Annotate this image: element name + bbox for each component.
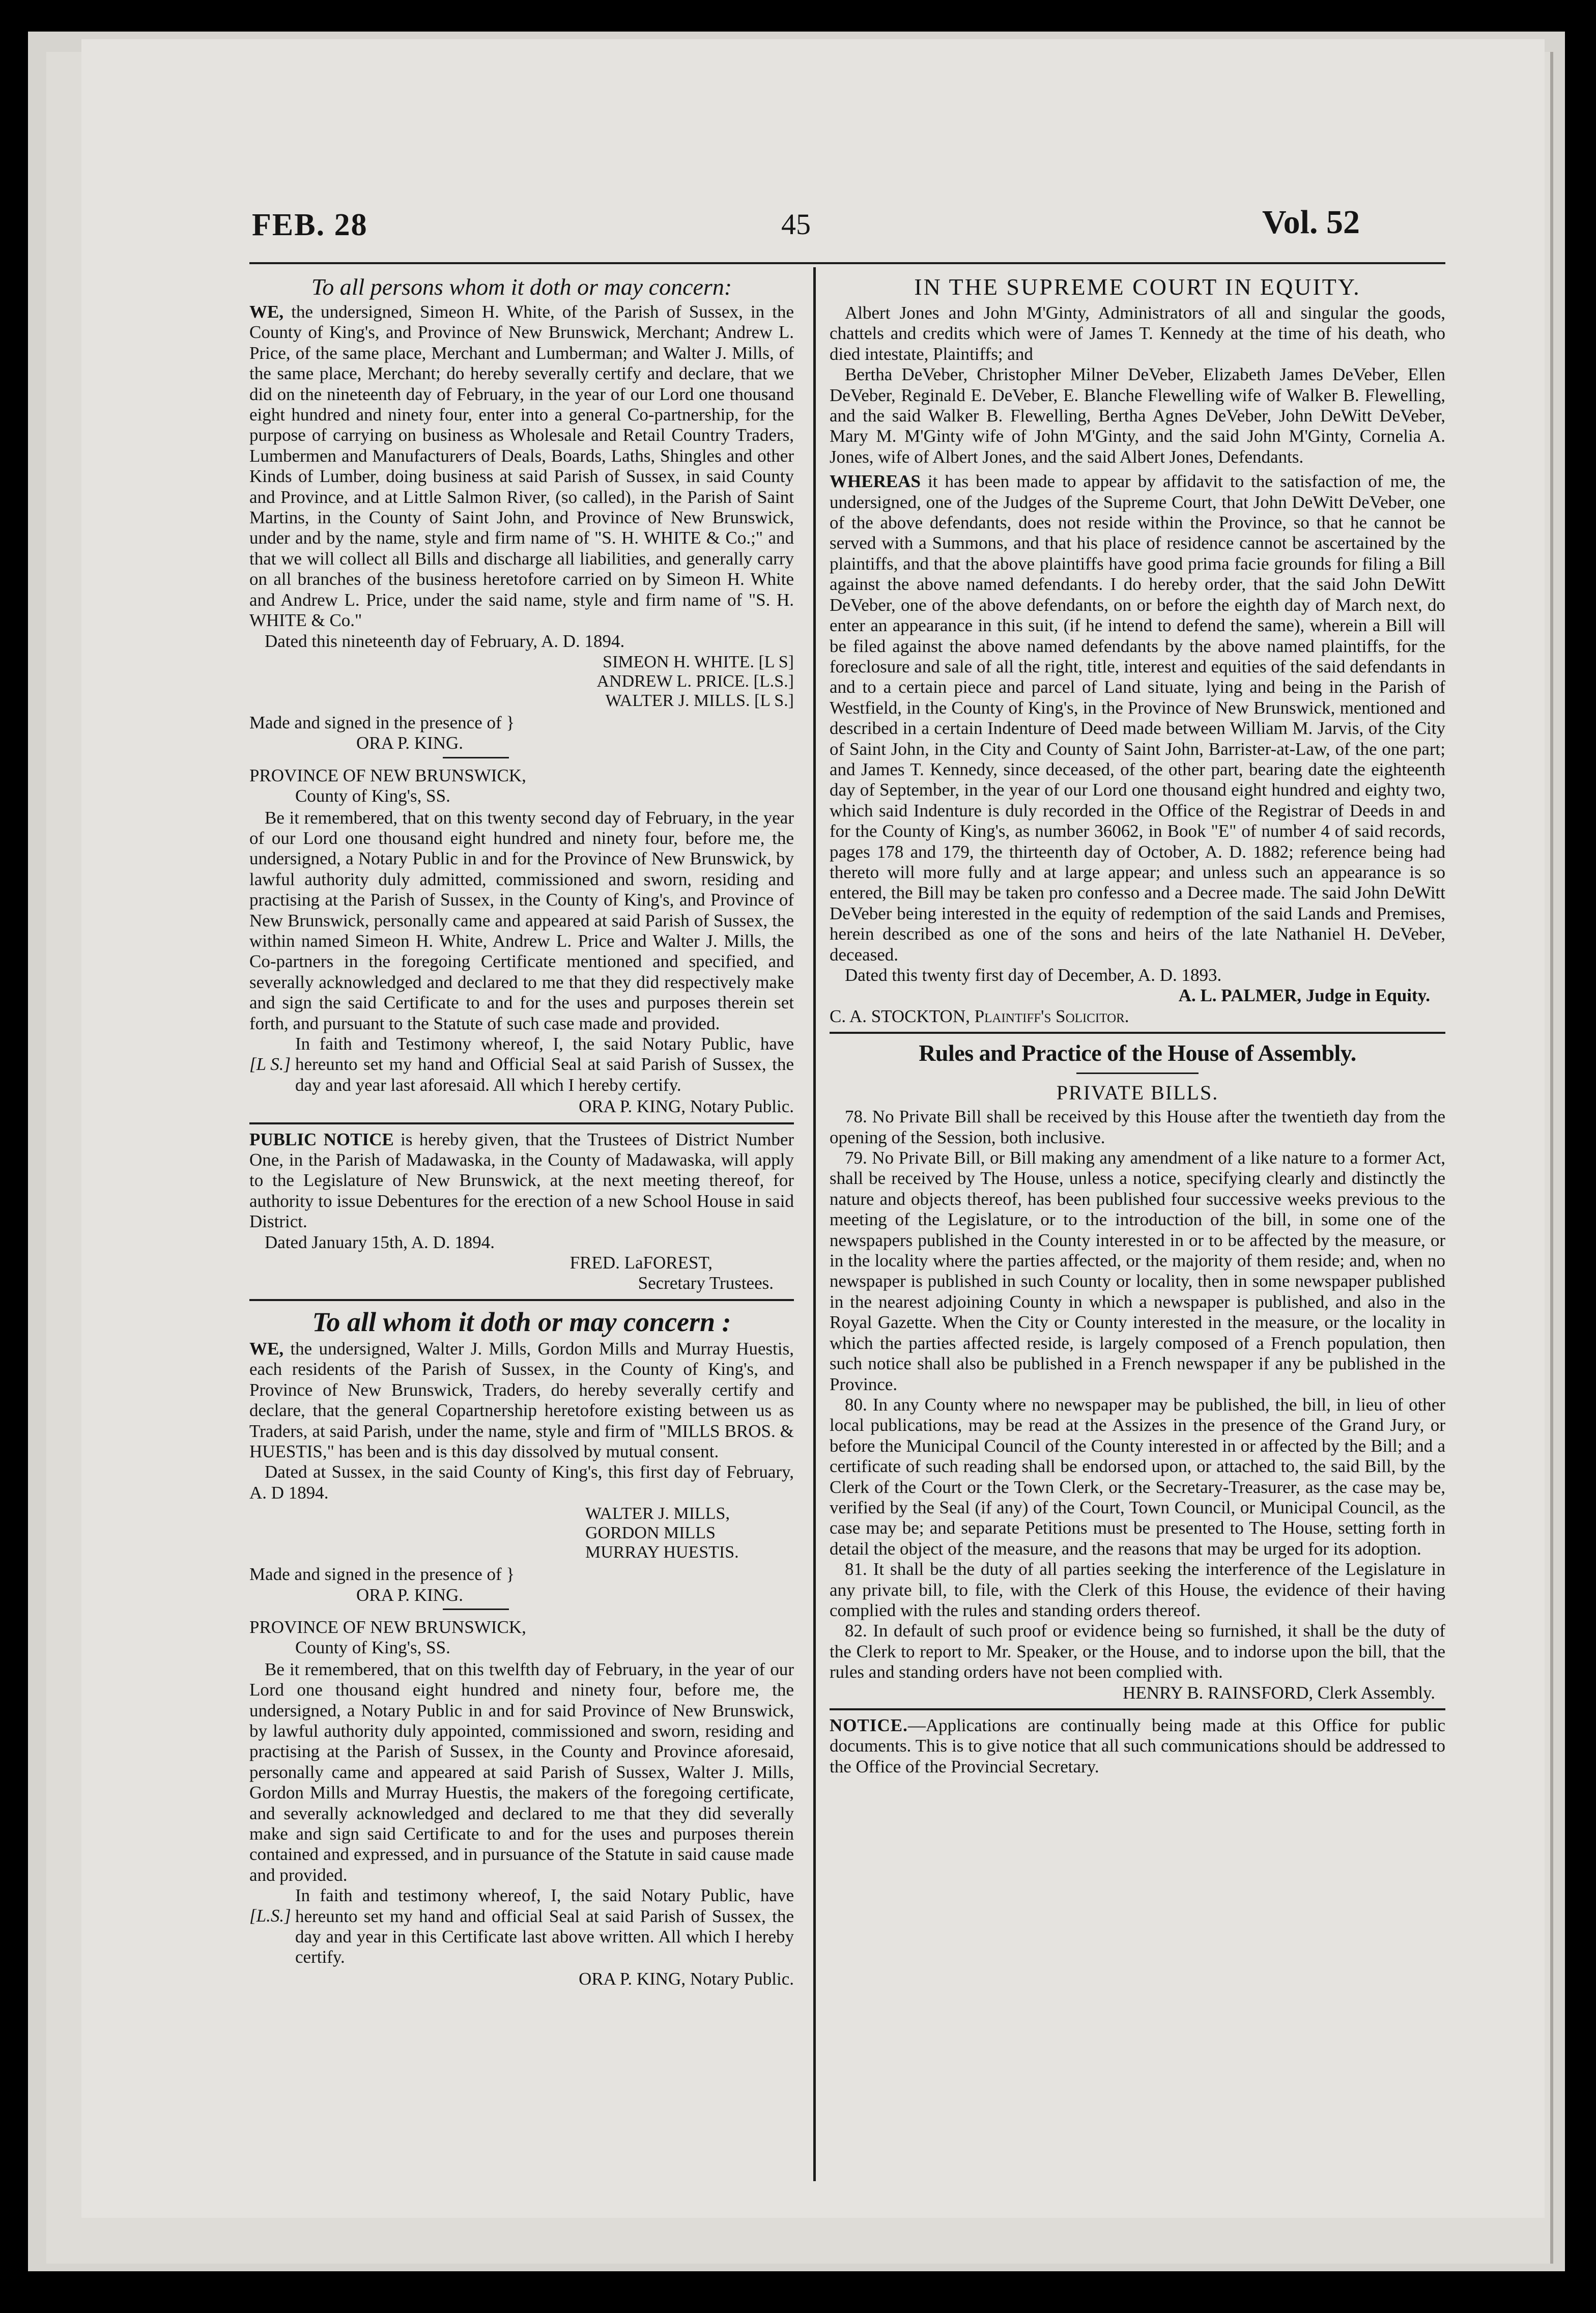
notice3-presence [249, 1564, 794, 1605]
rule-item: 80. In any County where no newspaper may be published, the bill, in lieu of other local publications, may be read at the Assizes in the presence of the Grand Jury, or before the Municipal Council of the County interested in or affected by the Bill; and a certificate of such reading shall be endorsed upon, or attached to, the said Bill, by the Clerk of the Court or the Town Clerk, or the Secretary-Treasurer, as the case may be, verified by the Seal (if any) of the Court, Town Council, or Municipal Council, as the case may be; and separate Petitions must be presented to The House, setting forth in detail the object of the measure, and the reasons that may be urged for its adoption. [830, 1394, 1445, 1559]
rule-item: 78. No Private Bill shall be received by this House after the twentieth day from the opening of the Session, both inclusive. [830, 1107, 1445, 1147]
short-rule [443, 1609, 509, 1610]
notice1-presence-name: ORA P. KING. [356, 733, 464, 753]
header-rule [249, 262, 1445, 264]
notice3-dated: Dated at Sussex, in the said County of King's, this first day of February, A. D 1894. [249, 1462, 794, 1503]
notice1-heading: To all persons whom it doth or may concern: [311, 274, 732, 300]
short-rule [443, 757, 509, 758]
supreme-dated: Dated this twenty first day of December, A. D. 1893. [845, 965, 1222, 985]
rule-item: 81. It shall be the duty of all parties seeking the interference of the Legislature in any private bill, to file, with the Clerk of this House, the evidence of their having complied with the rules and standing orders thereof. [830, 1559, 1445, 1620]
header-date: FEB. 28 [252, 208, 368, 242]
notice1-notary: ORA P. KING, Notary Public. [579, 1096, 794, 1117]
column-divider [813, 267, 816, 2181]
notice2-body [249, 1130, 794, 1232]
notice1-lead: WE, [249, 302, 284, 322]
notice1-faith: In faith and Testimony whereof, I, the said Notary Public, have hereunto set my hand and Official Seal at said Parish of Sussex, the day and year last aforesaid. All which I hereby certify. [295, 1034, 794, 1095]
notice3-signers [249, 1504, 794, 1562]
section-rule [249, 1122, 794, 1124]
header-page-number: 45 [781, 208, 811, 241]
supreme-body [830, 471, 1445, 965]
rule-item: 82. In default of such proof or evidence being so furnished, it shall be the duty of the Clerk to report to Mr. Speaker, or the House, and to indorse upon the bill, that the rules and standing orders have not been complied with. [830, 1621, 1445, 1682]
notice2-dated: Dated January 15th, A. D. 1894. [265, 1232, 495, 1252]
notice3-seal: [L.S.] [249, 1906, 291, 1926]
notice1-signer: SIMEON H. WHITE. [L S] [603, 652, 794, 671]
supreme-parties-plaintiffs: Albert Jones and John M'Ginty, Administrators of all and singular the goods, chattels and credits which were of James T. Kennedy at the time of his death, who died intestate, Plaintiffs; and [830, 303, 1445, 364]
gazette-page [81, 39, 1545, 2218]
supreme-heading: IN THE SUPREME COURT IN EQUITY. [914, 274, 1361, 300]
office-notice-text: —Applications are continually being made at this Office for public documents. This is to give notice that all such communications should be addressed to the Office of the Provincial Secretary. [830, 1715, 1445, 1776]
notice3-notary: ORA P. KING, Notary Public. [579, 1968, 794, 1989]
page-header [81, 39, 1545, 242]
section-rule [830, 1708, 1445, 1710]
rules-subheading: PRIVATE BILLS. [1056, 1081, 1219, 1105]
notice3-signer: MURRAY HUESTIS. [585, 1543, 739, 1562]
notice3-lead: WE, [249, 1338, 284, 1359]
notice3-presence-line: Made and signed in the presence of } [249, 1564, 515, 1585]
notice2-text: is hereby given, that the Trustees of District Number One, in the Parish of Madawaska, in the County of Madawaska, will apply to the Legislature of New Brunswick, at the next meeting thereof, for authority to issue Debentures for the erection of a new School House in said District. [249, 1129, 794, 1232]
left-column [249, 273, 794, 1989]
notice2-lead: PUBLIC NOTICE [249, 1129, 394, 1149]
notice1-signers [249, 653, 794, 711]
supreme-text: it has been made to appear by affidavit to the satisfaction of me, the undersigned, one of the Judges of the Supreme Court, that John DeWitt DeVeber, one of the above defendants, does not reside within the Province, so that he cannot be served with a Summons, and that his place of residence cannot be ascertained by the plaintiffs, and that the above plaintiffs have good prima facie grounds for filing a Bill against the above named defendants. I do hereby order, that the said John DeWitt DeVeber, one of the above defendants, on or before the eighth day of March next, do enter an appearance in this suit, (if he intend to defend the same), wherein a Bill will be filed against the above named defendants by the above named plaintiffs, for the foreclosure and sale of all the right, title, interest and equities of the said defendants in and to a certain piece and parcel of Land situate, lying and being in the Parish of Westfield, in the County of King's, in the Province of New Brunswick, mentioned and described in a certain Indenture of Deed made between William M. Jarvis, of the City of Saint John, in the City and County of Saint John, Barrister-at-Law, of the one part; and James T. Kennedy, since deceased, of the other part, bearing date the eighteenth day of September, in the year of our Lord one thousand eight hundred and eighty two, which said Indenture is duly recorded in the Office of the Registrar of Deeds in and for the County of King's, as number 36062, in Book "E" of number 4 of said records, pages 178 and 179, the thirteenth day of October, A. D. 1882; reference being had thereto will more fully and at large appear; and unless such an appearance is so entered, the Bill may be taken pro confesso and a Decree made. The said John DeWitt DeVeber being interested in the equity of redemption of the said Lands and Premises, herein described as one of the sons and heirs of the late Nathaniel H. DeVeber, deceased. [830, 471, 1445, 965]
notice3-signer: WALTER J. MILLS, [585, 1504, 730, 1524]
supreme-parties-defendants: Bertha DeVeber, Christopher Milner DeVeber, Elizabeth James DeVeber, Ellen DeVeber, Reginald E. DeVeber, E. Blanche Flewelling wife of Walker B. Flewelling, and the said Walker B. Flewelling, Bertha Agnes DeVeber, John DeWitt DeVeber, Mary M. M'Ginty wife of John M'Ginty, and the said John M'Ginty, Cornelia A. Jones, wife of Albert Jones, and the said Albert Jones, Defendants. [830, 364, 1445, 467]
notice1-presence [249, 713, 794, 754]
notice3-seal-block [249, 1885, 794, 1968]
paper-sheet [28, 32, 1565, 2271]
rules-clerk: HENRY B. RAINSFORD, Clerk Assembly. [1123, 1682, 1435, 1703]
notice1-seal-block [249, 1034, 794, 1095]
notice3-heading: To all whom it doth or may concern : [312, 1306, 731, 1337]
notice1-province: PROVINCE OF NEW BRUNSWICK, [249, 765, 526, 785]
notice3-acknowledgement: Be it remembered, that on this twelfth day of February, in the year of our Lord one thousand eight hundred and ninety four, before me, the undersigned, a Notary Public in and for said Province of New Brunswick, by lawful authority duly appointed, commissioned and sworn, residing and practising at the Parish of Sussex, in the County and Province aforesaid, personally came and appeared at said Parish of Sussex, Walter J. Mills, Gordon Mills and Murray Huestis, the makers of the foregoing certificate, and severally acknowledged and declared to me that they did severally make and sign said Certificate to and for the uses and purposes therein contained and expressed, and in pursuance of the Statute in said cause made and provided. [249, 1659, 794, 1885]
notice1-signer: WALTER J. MILLS. [L S.] [605, 691, 794, 710]
short-rule [1076, 1073, 1199, 1074]
notice1-body [249, 302, 794, 631]
notice3-county: County of King's, SS. [295, 1638, 450, 1658]
supreme-lead: WHEREAS [830, 471, 921, 492]
notice3-signer: GORDON MILLS [585, 1524, 716, 1543]
supreme-judge: A. L. PALMER, Judge in Equity. [1178, 985, 1430, 1006]
office-notice [830, 1715, 1445, 1777]
notice1-seal: [L S.] [249, 1054, 291, 1074]
notice3-presence-name: ORA P. KING. [356, 1585, 464, 1605]
rules-heading: Rules and Practice of the House of Assembly. [919, 1040, 1356, 1066]
supreme-solicitor: C. A. STOCKTON, Plaintiff's Solicitor. [830, 1006, 1129, 1026]
notice1-presence-line: Made and signed in the presence of } [249, 712, 515, 732]
notice2-signer: FRED. LaFOREST, [569, 1253, 712, 1273]
notice3-faith: In faith and testimony whereof, I, the said Notary Public, have hereunto set my hand and official Seal at said Parish of Sussex, the day and year in this Certificate last above written. All which I hereby certify. [295, 1885, 794, 1967]
right-column [830, 273, 1445, 1777]
notice3-body [249, 1339, 794, 1462]
notice1-dated: Dated this nineteenth day of February, A. D. 1894. [265, 631, 625, 651]
rule-item: 79. No Private Bill, or Bill making any amendment of a like nature to a former Act, shall be received by The House, unless a notice, specifying clearly and distinctly the nature and objects thereof, has been published four successive weeks previous to the meeting of the Legislature, or to the introduction of the bill, in some one of the newspapers published in the County interested in or to be affected by the measure, or in the locality where the parties affected, or the majority of them reside; and, when no newspaper is published in such County or locality, then in some newspaper published in the nearest adjoining County in which a newspaper is published, and also in the Royal Gazette. When the City or County interested in the measure, or the locality in which the parties affected reside, is largely composed of a French population, then such notice shall also be published in a French newspaper if any be published in the Province. [830, 1148, 1445, 1394]
notice1-acknowledgement: Be it remembered, that on this twenty second day of February, in the year of our Lord one thousand eight hundred and ninety four, before me, the undersigned, a Notary Public in and for the Province of New Brunswick, by lawful authority duly admitted, commissioned and sworn, residing and practising at the Parish of Sussex, in the County of King's, and Province of New Brunswick, personally came and appeared at said Parish of Sussex, the within named Simeon H. White, Andrew L. Price and Walter J. Mills, the Co-partners in the foregoing Certificate mentioned and specified, and severally acknowledged and declared to me that they did respectively make and sign the said Certificate to and for the uses and purposes therein set forth, and pursuant to the Statute of such case made and provided. [249, 807, 794, 1033]
section-rule [249, 1299, 794, 1301]
header-volume: Vol. 52 [1262, 204, 1360, 241]
notice1-signer: ANDREW L. PRICE. [L.S.] [596, 671, 794, 691]
notice3-text: the undersigned, Walter J. Mills, Gordon Mills and Murray Huestis, each residents of the Parish of Sussex, in the County of King's, and Province of New Brunswick, Traders, do hereby severally certify and declare, that the general Copartnership heretofore existing between us as Traders, at said Parish, under the name, style and firm of "MILLS BROS. & HUESTIS," has been and is this day dissolved by mutual consent. [249, 1338, 794, 1461]
notice1-text: the undersigned, Simeon H. White, of the Parish of Sussex, in the County of King's, and Province of New Brunswick, Merchant; Andrew L. Price, of the same place, Merchant and Lumberman; and Walter J. Mills, of the same place, Merchant; do hereby severally certify and declare, that we did on the nineteenth day of February, in the year of our Lord one thousand eight hundred and ninety four, enter into a general Co-partnership, for the purpose of carrying on business as Wholesale and Retail Country Traders, Lumbermen and Manufacturers of Deals, Boards, Laths, Shingles and other Kinds of Lumber, doing business at said Parish of Sussex, in said County and Province, and at Little Salmon River, (so called), in the Parish of Saint Martins, in the County of Saint John, and Province of New Brunswick, under and by the name, style and firm name of "S. H. WHITE & Co.;" and that we will collect all Bills and discharge all liabilities, and generally carry on all branches of the business heretofore carried on by Simeon H. White and Andrew L. Price, under the said name, style and firm name of "S. H. WHITE & Co." [249, 302, 794, 631]
office-notice-lead: NOTICE. [830, 1715, 908, 1735]
notice3-province: PROVINCE OF NEW BRUNSWICK, [249, 1617, 526, 1637]
notice2-signer-title: Secretary Trustees. [638, 1273, 774, 1293]
notice1-county: County of King's, SS. [295, 786, 450, 806]
section-rule [830, 1032, 1445, 1034]
